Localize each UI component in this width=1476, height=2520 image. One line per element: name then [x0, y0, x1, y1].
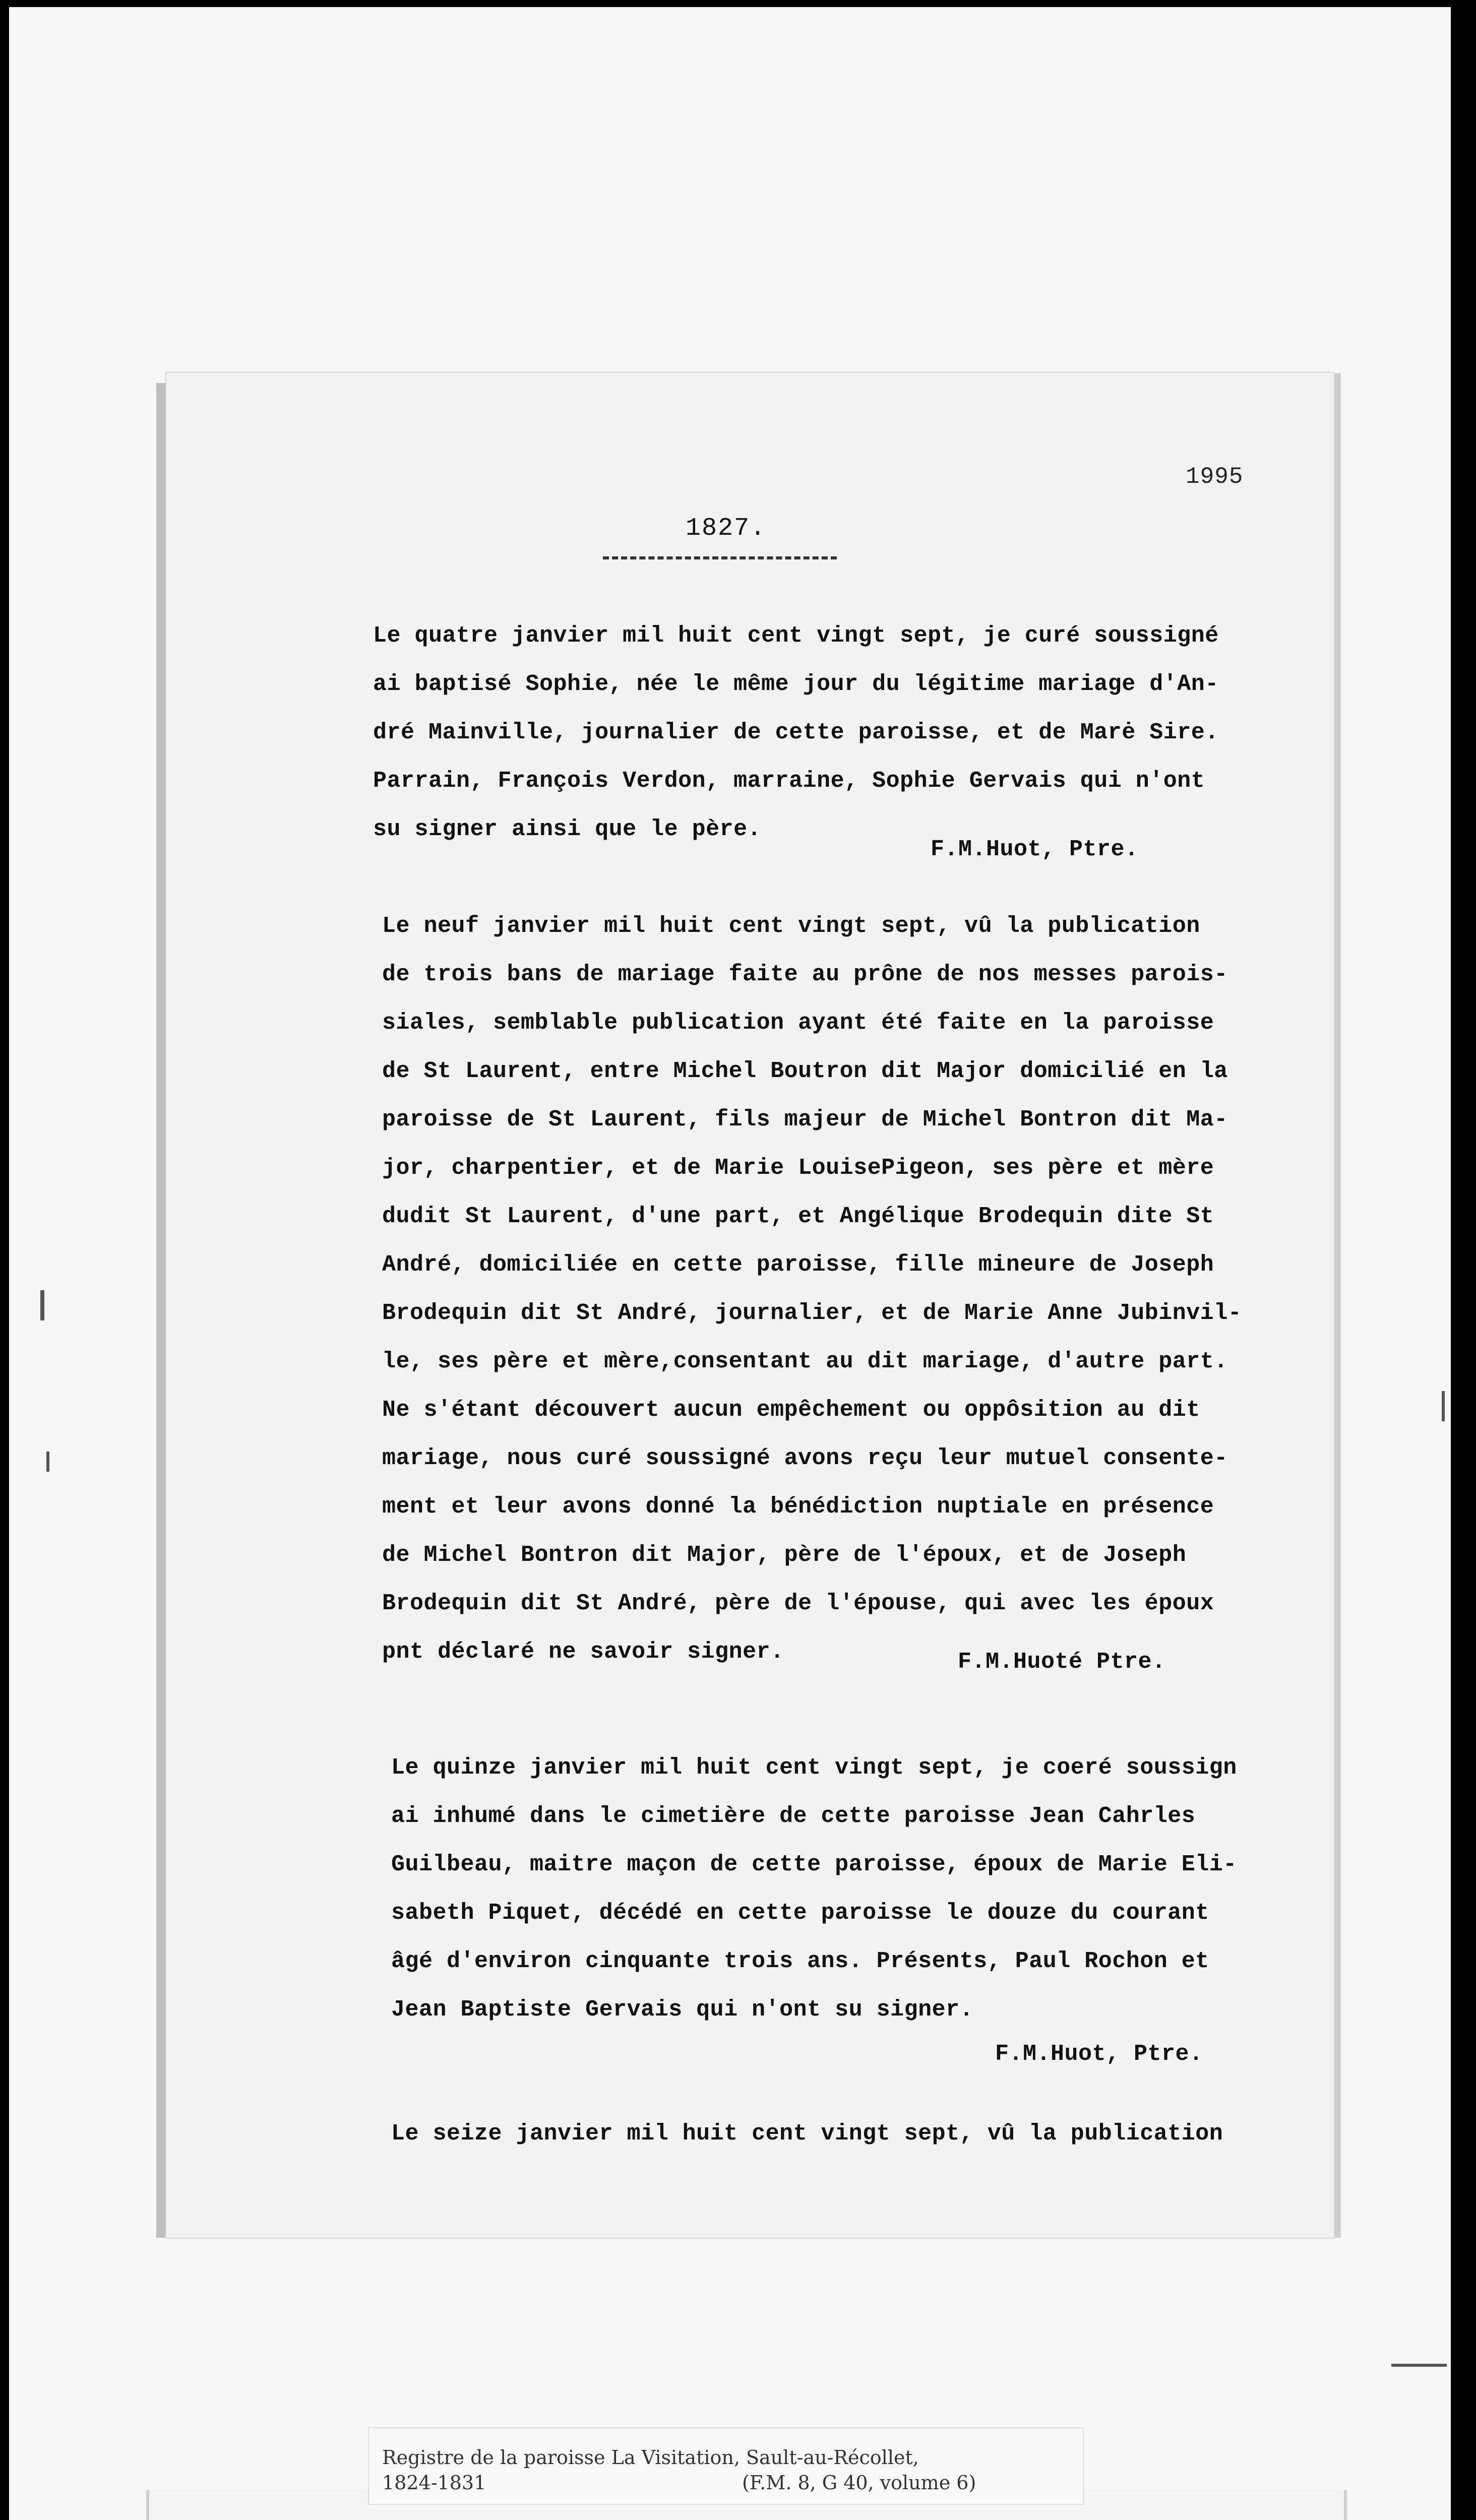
entry-line: de trois bans de mariage faite au prône de nos messes parois-: [382, 962, 1228, 987]
entry-line: ment et leur avons donné la bénédiction nuptiale en présence: [382, 1494, 1214, 1520]
film-mark: [46, 1452, 49, 1472]
register-entry-continued: [391, 2110, 1288, 2158]
source-label-card: [368, 2427, 1084, 2505]
entry-line: Parrain, François Verdon, marraine, Sophie Gervais qui n'ont: [373, 768, 1205, 794]
entry-line: siales, semblable publication ayant été faite en la paroisse: [382, 1010, 1214, 1036]
source-title: Registre de la paroisse La Visitation, Sault-au-Récollet,: [382, 2446, 919, 2469]
entry-line: sabeth Piquet, décédé en cette paroisse le douze du courant: [391, 1900, 1209, 1926]
entry-line: Jean Baptiste Gervais qui n'ont su signer.: [391, 1997, 974, 2023]
source-reference: (F.M. 8, G 40, volume 6): [742, 2472, 976, 2494]
entry-line: de St Laurent, entre Michel Boutron dit Major domicilié en la: [382, 1058, 1228, 1084]
entry-line: dré Mainville, journalier de cette paroisse, et de Marė Sire.: [373, 720, 1219, 745]
film-mark: [1442, 1391, 1445, 1421]
entry-line: ai inhumé dans le cimetière de cette paroisse Jean Cahrles: [391, 1803, 1196, 1829]
entry-line: Brodequin dit St André, père de l'épouse, qui avec les époux: [382, 1591, 1214, 1616]
entry-line: dudit St Laurent, d'une part, et Angélique Brodequin dite St: [382, 1204, 1214, 1229]
entry-signature: F.M.Huoté Ptre.: [958, 1649, 1166, 1675]
year-underline: [603, 556, 837, 559]
register-entry-burial: [391, 1744, 1288, 2034]
entry-line: su signer ainsi que le père.: [373, 816, 762, 842]
entry-line: Le seize janvier mil huit cent vingt sept, vû la publication: [391, 2121, 1223, 2147]
entry-line: Guilbeau, maitre maçon de cette paroisse, époux de Marie Eli-: [391, 1852, 1237, 1877]
register-entry-baptism: [373, 612, 1270, 854]
film-mark: [40, 1290, 44, 1320]
year-heading: 1827.: [686, 514, 767, 543]
entry-line: le, ses père et mère,consentant au dit mariage, d'autre part.: [382, 1349, 1228, 1374]
entry-signature: F.M.Huot, Ptre.: [931, 837, 1139, 862]
register-entry-marriage: [382, 902, 1279, 1676]
entry-line: Le neuf janvier mil huit cent vingt sept, vû la publication: [382, 913, 1200, 939]
entry-line: paroisse de St Laurent, fils majeur de Michel Bontron dit Ma-: [382, 1107, 1228, 1132]
entry-line: Ne s'étant découvert aucun empêchement ou oppôsition au dit: [382, 1397, 1200, 1423]
source-years: 1824-1831: [382, 2472, 486, 2494]
entry-line: Brodequin dit St André, journalier, et de Marie Anne Jubinvil-: [382, 1300, 1242, 1326]
entry-line: Le quinze janvier mil huit cent vingt sept, je coeré soussign: [391, 1755, 1237, 1781]
entry-line: Le quatre janvier mil huit cent vingt sept, je curé soussigné: [373, 623, 1219, 649]
entry-line: mariage, nous curé soussigné avons reçu leur mutuel consente-: [382, 1445, 1228, 1471]
entry-line: jor, charpentier, et de Marie LouisePigeon, ses père et mère: [382, 1155, 1214, 1181]
page-number: 1995: [1186, 464, 1244, 490]
film-mark: [1391, 2364, 1447, 2367]
entry-line: ai baptisé Sophie, née le même jour du légitime mariage d'An-: [373, 671, 1219, 697]
entry-line: âgé d'environ cinquante trois ans. Présents, Paul Rochon et: [391, 1948, 1209, 1974]
entry-line: pnt déclaré ne savoir signer.: [382, 1639, 784, 1665]
entry-line: de Michel Bontron dit Major, père de l'époux, et de Joseph: [382, 1542, 1187, 1568]
entry-signature: F.M.Huot, Ptre.: [995, 2041, 1203, 2067]
entry-line: André, domiciliée en cette paroisse, fille mineure de Joseph: [382, 1252, 1214, 1278]
